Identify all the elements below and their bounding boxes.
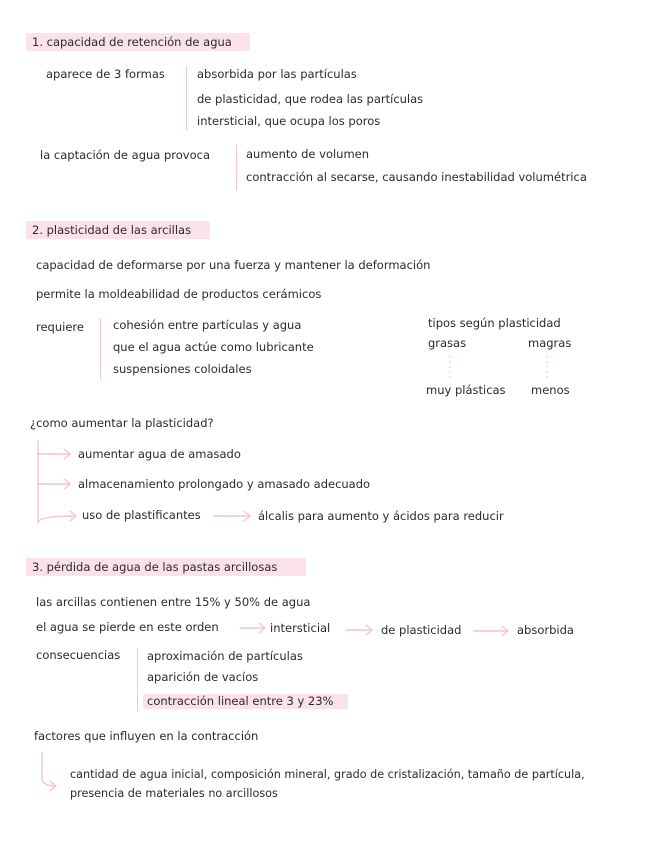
forms-bracket (186, 66, 187, 130)
arrow-order-3 (474, 626, 508, 636)
requiere-item-3: suspensiones coloidales (113, 362, 252, 376)
requiere-item-2: que el agua actúe como lubricante (113, 340, 314, 354)
tipo-menos: menos (531, 383, 570, 397)
form-item-3: intersticial, que ocupa los poros (197, 114, 381, 128)
section-3-title: 3. pérdida de agua de las pastas arcillosas (32, 560, 278, 574)
form-item-2: de plasticidad, que rodea las partículas (197, 92, 424, 106)
consecuencias-label: consecuencias (36, 648, 121, 662)
arrow-way-1 (38, 449, 70, 459)
captacion-item-2: contracción al secarse, causando inestabilidad volumétrica (246, 170, 587, 184)
factors-line-1: cantidad de agua inicial, composición mineral, grado de cristalización, tamaño de partícula, (70, 768, 585, 781)
way-item-3: uso de plastificantes (82, 508, 201, 522)
requiere-bracket (100, 318, 101, 380)
order-label: el agua se pierde en este orden (36, 620, 219, 634)
forms-label: aparece de 3 formas (46, 67, 165, 81)
water-content: las arcillas contienen entre 15% y 50% de agua (36, 595, 311, 609)
plasticity-moldeability: permite la moldeabilidad de productos cerámicos (36, 287, 322, 301)
tipos-title: tipos según plasticidad (428, 316, 561, 330)
form-item-1: absorbida por las partículas (197, 67, 357, 81)
tipo-magras: magras (528, 336, 572, 350)
plasticity-question: ¿como aumentar la plasticidad? (30, 416, 214, 430)
section-1-title: 1. capacidad de retención de agua (32, 35, 232, 49)
order-item-3: absorbida (517, 623, 574, 637)
consecuencias-bracket (137, 648, 138, 712)
arrow-order-2 (346, 625, 372, 635)
consecuencia-item-1: aproximación de partículas (147, 649, 303, 663)
plasticity-definition: capacidad de deformarse por una fuerza y mantener la deformación (36, 258, 431, 272)
arrow-order-1 (240, 623, 265, 633)
way-item-1: aumentar agua de amasado (78, 447, 241, 461)
consecuencia-item-2: aparición de vacíos (147, 670, 259, 684)
factors-line-2: presencia de materiales no arcillosos (70, 787, 278, 800)
requiere-label: requiere (36, 320, 84, 334)
tipo-muy-plasticas: muy plásticas (426, 383, 506, 397)
tipo-grasas: grasas (428, 336, 467, 350)
arrow-way-3 (38, 511, 76, 522)
consecuencia-item-3: contracción lineal entre 3 y 23% (147, 694, 334, 708)
captacion-item-1: aumento de volumen (246, 147, 370, 161)
arrow-plastificantes (214, 511, 250, 521)
requiere-item-1: cohesión entre partículas y agua (113, 318, 302, 332)
arrow-factors (42, 752, 56, 791)
plastificantes-result: álcalis para aumento y ácidos para reducir (258, 509, 504, 523)
factors-label: factores que influyen en la contracción (34, 729, 259, 743)
way-item-2: almacenamiento prolongado y amasado adecuado (78, 477, 371, 491)
arrow-way-2 (38, 479, 70, 489)
captacion-bracket (236, 145, 237, 190)
section-2-title: 2. plasticidad de las arcillas (32, 223, 192, 237)
order-item-1: intersticial (270, 621, 331, 635)
captacion-label: la captación de agua provoca (40, 148, 211, 162)
order-item-2: de plasticidad (381, 623, 462, 637)
